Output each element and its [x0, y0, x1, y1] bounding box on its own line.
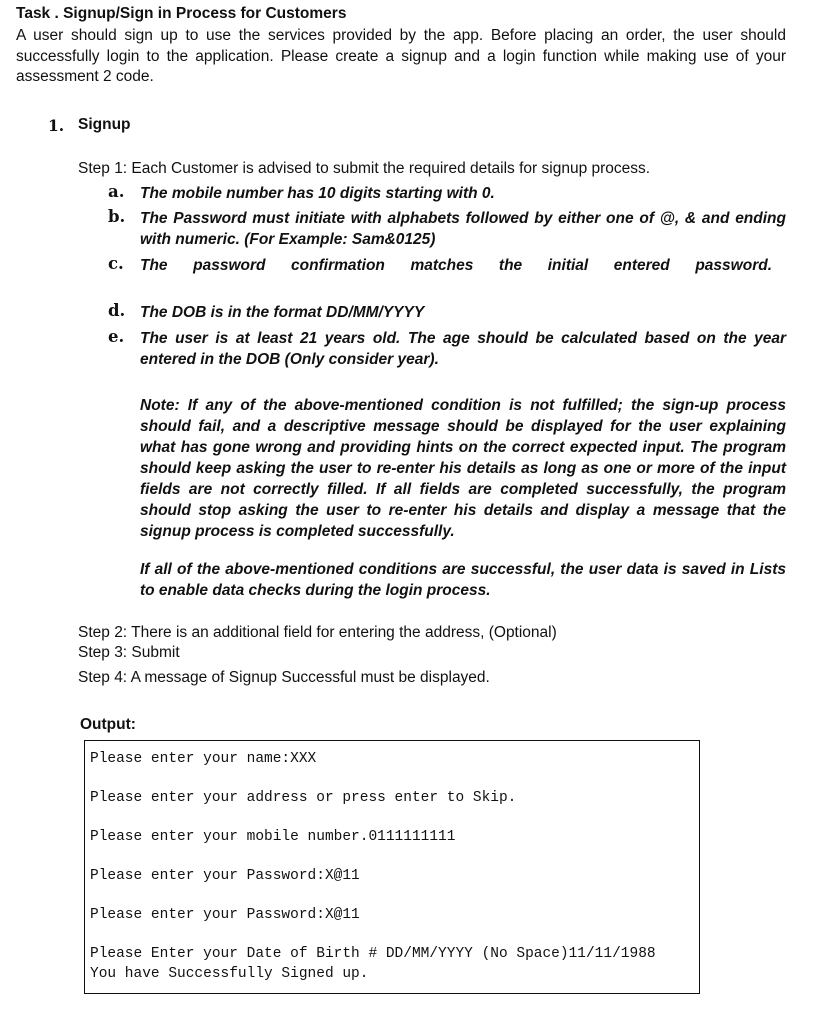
signup-note-success: If all of the above-mentioned conditions are successful, the user data is saved in Lists to enable data checks during the login process.	[140, 561, 786, 599]
task-heading: Task . Signup/Sign in Process for Customers	[16, 5, 347, 22]
requirement-a: The mobile number has 10 digits starting with 0.	[140, 185, 495, 202]
requirement-letter-b: b.	[108, 207, 126, 226]
section-title: Signup	[78, 116, 131, 133]
console-line-mobile: Please enter your mobile number.0111111111	[90, 829, 456, 845]
step-4: Step 4: A message of Signup Successful must be displayed.	[78, 669, 490, 686]
requirement-letter-d: d.	[108, 301, 126, 320]
requirement-letter-e: e.	[108, 327, 125, 346]
step-1: Step 1: Each Customer is advised to submit the required details for signup process.	[78, 160, 651, 177]
output-label: Output:	[80, 716, 136, 733]
requirement-d: The DOB is in the format DD/MM/YYYY	[140, 304, 425, 321]
requirement-letter-c: c.	[108, 254, 124, 273]
signup-note: Note: If any of the above-mentioned condition is not fulfilled; the sign-up process should fail, and a descriptive message should be displayed for the user explaining what has gone wrong and providing hints on the correct expected input. The program should keep asking the user to re-enter his details as long as one or more of the input fields are not correctly filled. If all fields are completed successfully, the program should stop asking the user to re-enter his details and display a message that the signup process is completed successfully.	[140, 397, 786, 540]
section-number: 1.	[48, 116, 65, 135]
step-3: Step 3: Submit	[78, 644, 180, 661]
console-line-success: You have Successfully Signed up.	[90, 966, 369, 982]
requirement-e: The user is at least 21 years old. The age should be calculated based on the year entered in the DOB (Only consider year).	[140, 330, 786, 368]
task-intro: A user should sign up to use the services provided by the app. Before placing an order, the user should successfully login to the application. Please create a signup and a login function while making use of your assessment 2 code.	[16, 27, 786, 85]
console-line-dob: Please Enter your Date of Birth # DD/MM/YYYY (No Space)11/11/1988	[90, 946, 656, 962]
console-line-name: Please enter your name:XXX	[90, 751, 317, 767]
requirement-b: The Password must initiate with alphabets followed by either one of @, & and ending with numeric. (For Example: Sam&0125)	[140, 210, 786, 248]
console-line-password: Please enter your Password:X@11	[90, 868, 360, 884]
console-line-password-confirm: Please enter your Password:X@11	[90, 907, 360, 923]
step-2: Step 2: There is an additional field for entering the address, (Optional)	[78, 624, 557, 641]
requirement-letter-a: a.	[108, 182, 125, 201]
requirement-c: The password confirmation matches the initial entered password.	[140, 257, 772, 274]
console-line-address: Please enter your address or press enter to Skip.	[90, 790, 517, 806]
